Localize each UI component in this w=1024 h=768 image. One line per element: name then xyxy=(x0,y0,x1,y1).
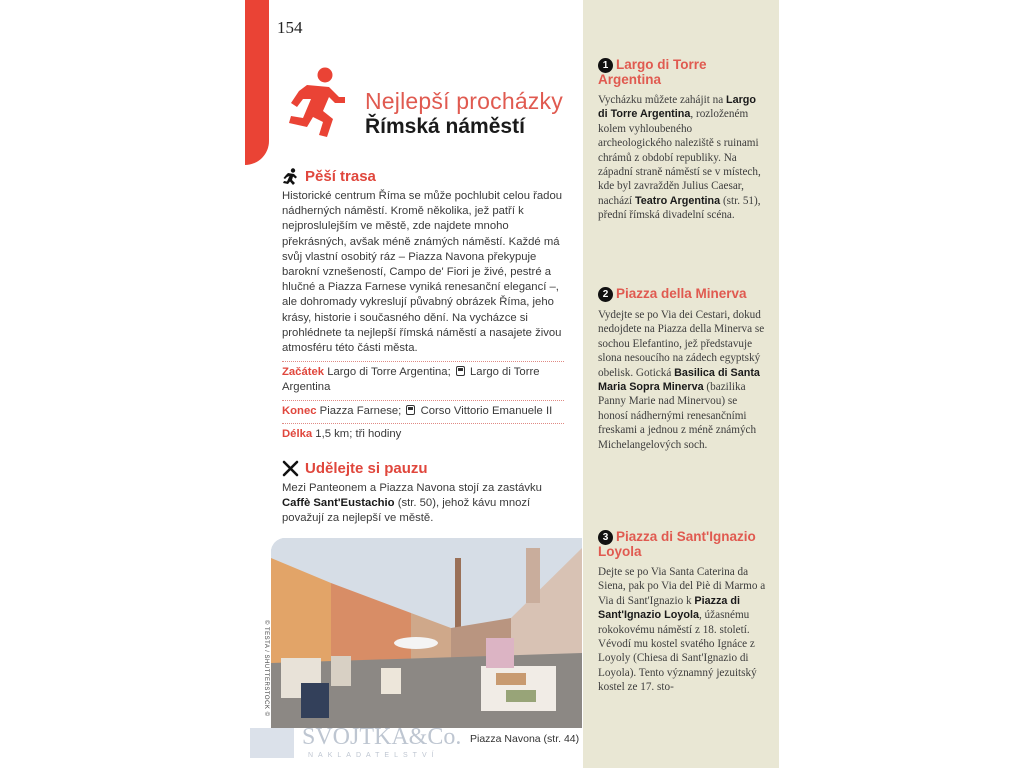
pause-text-after: (str. 50), jehož kávu mnozí považují za nejlepší ve městě. xyxy=(282,497,531,525)
place-name: Teatro Argentina xyxy=(634,194,721,207)
stop-3-text xyxy=(598,565,768,695)
walk-intro: Historické centrum Říma se může pochlubit celou řadou nádherných náměstí. Kromě několika, jež patří k nejproslulejším ve městě, zde najdete mnoho překrásných, avšak méně známých náměstí. Každé má svůj vlastní osobitý ráz – Piazza Navona překypuje barokní vznešeností, Campo de' Fiori je živé, pestré a hlučné a Piazza Farnese vyniká renesanční elegancí –, ale dohromady vykreslují půvabný obrázek Říma, jeho krásy, historie i současného dění. Na vycházce si prohlédnete ta nejlepší římská náměstí a nasajete živou atmosféru této části města. xyxy=(282,190,563,355)
stop-number-badge: 3 xyxy=(598,530,613,545)
page-title: Římská náměstí xyxy=(365,115,525,138)
pause-heading-text: Udělejte si pauzu xyxy=(305,460,428,478)
stop-3-heading xyxy=(598,530,768,559)
cafe-name: Caffè Sant'Eustachio xyxy=(282,497,395,510)
stop-2-title: Piazza della Minerva xyxy=(616,286,747,301)
end-label: Konec xyxy=(282,404,317,417)
length-row xyxy=(282,423,564,446)
stop-2 xyxy=(598,287,768,452)
fork-knife-icon xyxy=(282,460,299,477)
walk-heading-text: Pěší trasa xyxy=(305,168,376,185)
pause-heading xyxy=(282,460,564,477)
stop-1-heading xyxy=(598,58,768,87)
start-bus: Largo di Torre Argentina xyxy=(282,366,540,394)
text: Vydejte se po Via dei Cestari, dokud nedojdete na Piazza della Minerva se sochou Elefantino, jež představuje slona nesoucího na zádech egyptský obelisk. Gotická xyxy=(598,309,765,379)
stop-2-heading xyxy=(598,287,768,302)
stop-3 xyxy=(598,530,768,695)
length-value: 1,5 km; tři hodiny xyxy=(315,427,402,440)
book-page xyxy=(245,0,779,768)
watermark-name: SVOJTKA&Co. xyxy=(302,724,462,750)
photo-caption: Piazza Navona (str. 44) xyxy=(470,733,580,745)
stop-1-title: Largo di Torre Argentina xyxy=(598,57,707,87)
bus-icon xyxy=(406,405,415,415)
stop-number-badge: 1 xyxy=(598,58,613,73)
stop-1 xyxy=(598,58,768,223)
publisher-watermark xyxy=(250,722,462,766)
watermark-sub: NAKLADATELSTVÍ xyxy=(308,752,439,759)
text: (bazilika Panny Marie nad Minervou) se honosí nádhernými renesančními freskami a jednou z méně známých Michelangelových soch. xyxy=(598,381,757,451)
text: , úžasnému rokokovému náměstí z 18. století. Vévodí mu kostel svatého Ignáce z Loyoly (Chiesa di Sant'Ignazio di Loyola). Tento významný jezuitský kostel ze 17. sto- xyxy=(598,609,757,694)
piazza-navona-photo xyxy=(271,538,582,728)
walk-heading xyxy=(282,168,564,185)
walk-info-column xyxy=(282,168,564,527)
chapter-tab xyxy=(245,0,269,165)
text: Dejte se po Via Santa Caterina da Siena, pak po Via del Piè di Marmo a Via di Sant'Ignazio k xyxy=(598,566,766,607)
stop-number-badge: 2 xyxy=(598,287,613,302)
route-sidebar xyxy=(583,0,779,768)
text: Vycházku můžete zahájit na xyxy=(598,94,724,106)
stop-1-text xyxy=(598,93,768,223)
page-number: 154 xyxy=(277,18,303,37)
place-name: Piazza di Sant'Ignazio Loyola xyxy=(598,594,741,622)
photo-illustration xyxy=(271,538,582,728)
checkmark-logo-icon xyxy=(250,728,294,758)
photo-credit: © TESTA / SHUTTERSTOCK © xyxy=(263,620,269,717)
walking-person-icon xyxy=(285,67,347,139)
end-row xyxy=(282,400,564,423)
place-name: Basilica di Santa Maria Sopra Minerva xyxy=(598,366,760,394)
place-name: Largo di Torre Argentina xyxy=(598,94,756,121)
end-value: Piazza Farnese; xyxy=(319,404,402,417)
section-kicker: Nejlepší procházky xyxy=(365,88,563,114)
text: , rozloženém kolem vyhloubeného archeologického naleziště s ruinami chrámů z období republiky. Na západní straně náměstí se v místech, kde byl zavražděn Julius Caesar, nachází xyxy=(598,108,761,207)
start-value: Largo di Torre Argentina; xyxy=(327,366,451,379)
pause-text-before: Mezi Panteonem a Piazza Navona stojí za zastávku xyxy=(282,482,542,495)
walker-icon xyxy=(282,168,299,185)
bus-icon xyxy=(456,366,465,376)
stop-3-title: Piazza di Sant'Ignazio Loyola xyxy=(598,529,756,559)
end-bus: Corso Vittorio Emanuele II xyxy=(420,404,553,417)
start-row xyxy=(282,361,564,399)
text: (str. 51), přední římská divadelní scéna. xyxy=(598,194,761,222)
start-label: Začátek xyxy=(282,366,325,379)
length-label: Délka xyxy=(282,427,313,440)
pause-text xyxy=(282,481,564,527)
stop-2-text xyxy=(598,308,768,452)
